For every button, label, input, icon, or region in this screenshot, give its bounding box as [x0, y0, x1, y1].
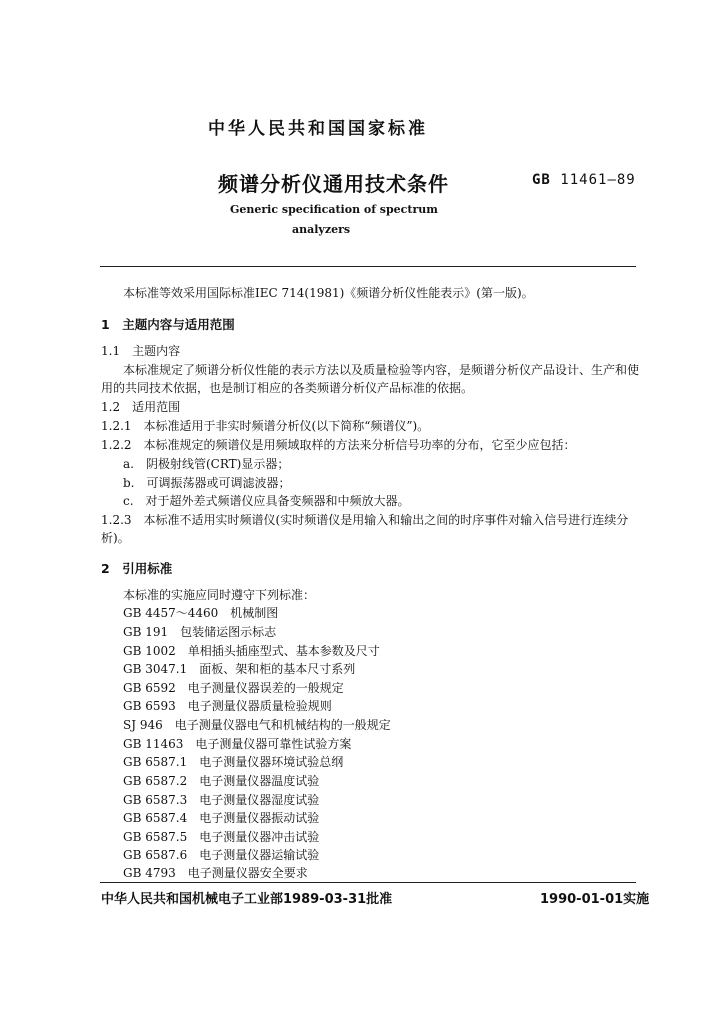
header-divider — [100, 266, 636, 267]
list-item-a: a. 阴极射线管(CRT)显示器； — [123, 457, 290, 471]
reference-item: GB 191 包装储运图示标志 — [123, 625, 277, 639]
list-item-c: c. 对于超外差式频谱仪应具备变频器和中频放大器。 — [123, 494, 410, 508]
reference-item: GB 1002 单相插头插座型式、基本参数及尺寸 — [123, 644, 380, 658]
reference-item: GB 3047.1 面板、架和柜的基本尺寸系列 — [123, 662, 356, 676]
reference-item: GB 6587.1 电子测量仪器环境试验总纲 — [123, 755, 344, 769]
reference-item: GB 6587.4 电子测量仪器振动试验 — [123, 811, 320, 825]
reference-item: GB 6587.3 电子测量仪器湿度试验 — [123, 793, 320, 807]
national-standard-heading: 中华人民共和国国家标准 — [208, 119, 428, 139]
implementation-date: 1990-01-01实施 — [540, 892, 650, 907]
intro-paragraph: 本标准等效采用国际标准IEC 714(1981)《频谱分析仪性能表示》(第一版)。 — [123, 286, 534, 300]
section1-2-1: 1.2.1 本标准适用于非实时频谱分析仪(以下简称“频谱仪”)。 — [101, 419, 430, 433]
section1-2-3-line2: 析)。 — [101, 531, 130, 545]
reference-item: GB 4457～4460 机械制图 — [123, 606, 279, 620]
reference-item: GB 11463 电子测量仪器可靠性试验方案 — [123, 737, 352, 751]
section1-heading: 1 主题内容与适用范围 — [101, 317, 235, 332]
english-title-line1: Generic specification of spectrum — [230, 203, 438, 216]
standard-code-prefix: GB — [532, 172, 551, 188]
section1-2-heading: 1.2 适用范围 — [101, 400, 181, 414]
reference-item: GB 6593 电子测量仪器质量检验规则 — [123, 699, 332, 713]
section1-1-heading: 1.1 主题内容 — [101, 344, 181, 358]
english-title-line2: analyzers — [292, 223, 351, 236]
section1-2-3-line1: 1.2.3 本标准不适用实时频谱仪(实时频谱仪是用输入和输出之间的时序事件对输入信号进行连续分 — [101, 513, 629, 527]
section1-1-text-line2: 用的共同技术依据，也是制订相应的各类频谱分析仪产品标准的依据。 — [101, 381, 474, 395]
reference-item: SJ 946 电子测量仪器电气和机械结构的一般规定 — [123, 718, 391, 732]
reference-item: GB 6587.6 电子测量仪器运输试验 — [123, 848, 320, 862]
reference-item: GB 6587.5 电子测量仪器冲击试验 — [123, 830, 320, 844]
reference-item: GB 6587.2 电子测量仪器温度试验 — [123, 774, 320, 788]
section2-heading: 2 引用标准 — [101, 561, 173, 576]
standard-code-number: 11461—89 — [560, 172, 636, 188]
footer-divider — [100, 882, 636, 883]
standard-code — [532, 172, 636, 188]
reference-item: GB 6592 电子测量仪器误差的一般规定 — [123, 681, 344, 695]
section2-intro: 本标准的实施应同时遵守下列标准： — [123, 588, 316, 602]
section1-2-2: 1.2.2 本标准规定的频谱仪是用频域取样的方法来分析信号功率的分布，它至少应包括： — [101, 438, 576, 452]
document-title: 频谱分析仪通用技术条件 — [218, 172, 449, 196]
list-item-b: b. 可调振荡器或可调滤波器； — [123, 476, 291, 490]
reference-item: GB 4793 电子测量仪器安全要求 — [123, 866, 308, 880]
section1-1-text-line1: 本标准规定了频谱分析仪性能的表示方法以及质量检验等内容，是频谱分析仪产品设计、生产和使 — [123, 363, 640, 377]
approval-line: 中华人民共和国机械电子工业部1989-03-31批准 — [101, 892, 393, 907]
